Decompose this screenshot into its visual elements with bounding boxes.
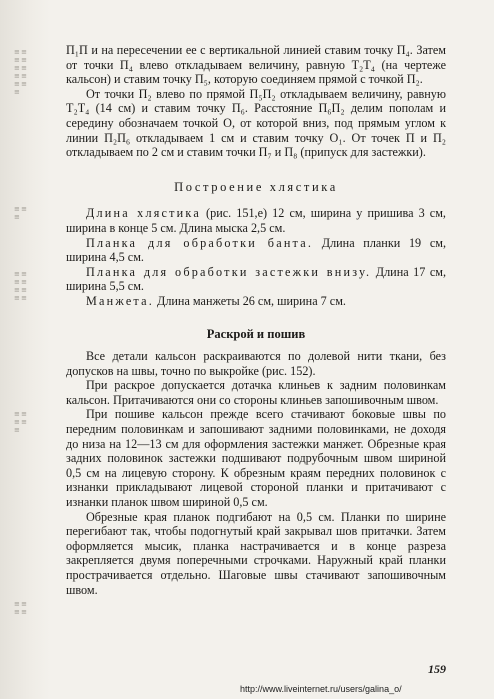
- spec-label: Планка для обработки застежки внизу.: [86, 264, 372, 279]
- body-paragraph: П₁П и на пересечении ее с вертикальной линией ставим точку П₄. Затем от точки П₄ влево откладываем величину, равную Т₂Т₄ (на чертеже кальсон) и ставим точку П₅, которую соединяем прямой с точкой П₂.: [66, 43, 446, 87]
- spec-label: Манжета.: [86, 293, 154, 308]
- margin-bleed-mark: ≡ ≡ ≡ ≡ ≡: [14, 410, 27, 434]
- spec-text: (рис. 151,е) 12 см, ширина у пришива 3 см, ширина в конце 5 см. Длина мыска 2,5 см.: [66, 206, 446, 235]
- spec-text: Длина 17 см, ширина 5,5 см.: [66, 264, 446, 294]
- margin-bleed-mark: ≡ ≡ ≡: [14, 205, 27, 221]
- source-url-watermark: http://www.liveinternet.ru/users/galina_o/: [240, 684, 402, 694]
- spec-line: [66, 294, 446, 309]
- spec-line: [66, 236, 446, 265]
- spec-line: [66, 265, 446, 294]
- page-content: [66, 43, 446, 597]
- body-paragraph: Все детали кальсон раскраиваются по долевой нити ткани, без допусков на швы, точно по выкройке (рис. 152).: [66, 349, 446, 378]
- margin-bleed-mark: ≡ ≡ ≡ ≡: [14, 600, 27, 616]
- body-paragraph: Обрезные края планок подгибают на 0,5 см. Планки по ширине перегибают так, чтобы подогнутый край закрывал шов притачки. Затем оформляется мысик, планка настрачивается и в конце разреза закрепляется двумя поперечными строчками. Наружный край планки прострачивается отдельно. Шаговые швы стачивают запошивочным швом.: [66, 509, 446, 597]
- spec-text: Длина манжеты 26 см, ширина 7 см.: [153, 293, 346, 308]
- spec-line: [66, 206, 446, 235]
- page-number: 159: [428, 662, 446, 676]
- body-paragraph: При пошиве кальсон прежде всего стачивают боковые швы по передним половинкам и запошивают задними половинками, не доходя до низа на 12—13 см для оформления застежки манжет. Обрезные края задних половинок застежки подшивают подрубочным швом шириной 0,5 см на лицевую сторону. К обрезным краям передних половинок с изнанки прикладывают лицевой стороной планки и притачивают с изнанки планок швом шириной 0,5 см.: [66, 407, 446, 510]
- body-paragraph: От точки П₂ влево по прямой П₅П₂ откладываем величину, равную Т₂Т₄ (14 см) и ставим точку П₆. Расстояние П₆П₂ делим пополам и середину обозначаем точкой О, от которой вниз, под прямым углом к линии П₂П₆ откладываем 1 см и ставим точку О₁. От точек П и П₂ откладываем по 2 см и ставим точки П₇ и П₈ (припуск для застежки).: [66, 86, 446, 160]
- section-heading: Раскрой и пошив: [206, 326, 306, 341]
- margin-bleed-mark: ≡ ≡ ≡ ≡ ≡ ≡ ≡ ≡ ≡ ≡ ≡: [14, 48, 27, 96]
- page-margin-strip: [0, 0, 50, 699]
- margin-bleed-mark: ≡ ≡ ≡ ≡ ≡ ≡ ≡ ≡: [14, 270, 27, 302]
- body-paragraph: При раскрое допускается дотачка клиньев к задним половинкам кальсон. Притачиваются они со стороны клиньев запошивочным швом.: [66, 378, 446, 407]
- spec-text: Длина планки 19 см, ширина 4,5 см.: [66, 235, 447, 265]
- spec-label: Длина хлястика: [86, 206, 201, 221]
- spec-label: Планка для обработки банта.: [86, 235, 314, 250]
- section-heading: Построение хлястика: [174, 179, 338, 194]
